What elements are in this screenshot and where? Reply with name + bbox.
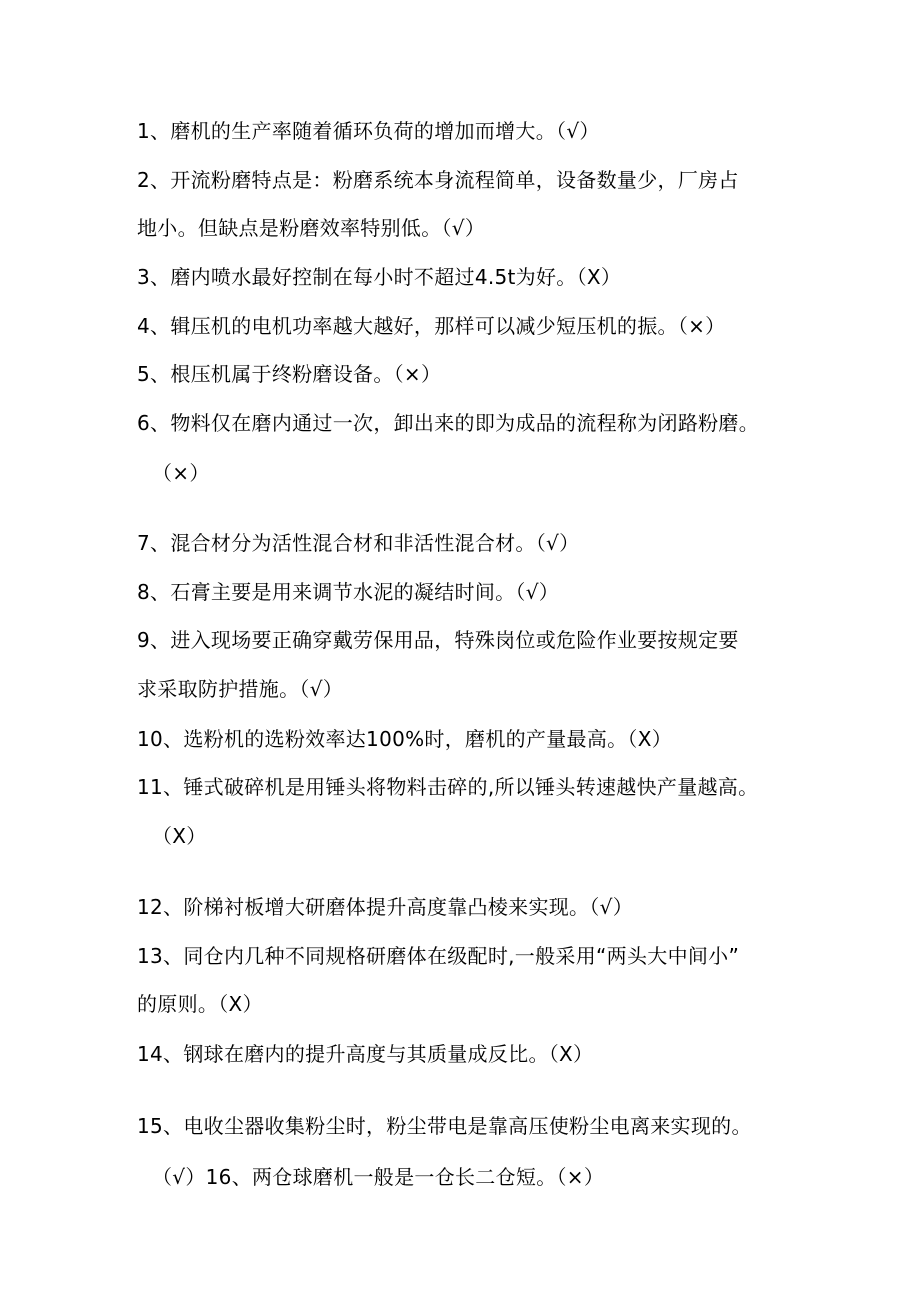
question-9: 9、进入现场要正确穿戴劳保用品，特殊岗位或危险作业要按规定要 <box>137 628 739 652</box>
question-5: 5、根压机属于终粉磨设备。（×） <box>137 362 442 386</box>
question-1: 1、磨机的生产率随着循环负荷的增加而增大。（√） <box>137 119 600 143</box>
question-13: 13、同仓内几种不同规格研磨体在级配时,一般采用“两头大中间小” <box>137 944 740 968</box>
question-2: 2、开流粉磨特点是：粉磨系统本身流程简单，设备数量少，厂房占 <box>137 168 739 192</box>
question-11: 11、锤式破碎机是用锤头将物料击碎的,所以锤头转速越快产量越高。 <box>137 775 759 799</box>
question-11-answer: （X） <box>152 824 207 848</box>
question-6-answer: （×） <box>152 461 210 485</box>
question-14: 14、钢球在磨内的提升高度与其质量成反比。（X） <box>137 1042 594 1066</box>
question-15-answer-and-16: （√）16、两仓球磨机一般是一仓长二仓短。（×） <box>152 1165 605 1189</box>
question-4: 4、辑压机的电机功率越大越好，那样可以减少短压机的振。（×） <box>137 314 726 338</box>
question-10: 10、选粉机的选粉效率达100%时，磨机的产量最高。（X） <box>137 727 673 751</box>
question-15: 15、电收尘器收集粉尘时，粉尘带电是靠高压使粉尘电离来实现的。 <box>137 1114 752 1138</box>
question-13-cont: 的原则。（X） <box>137 992 263 1016</box>
question-6: 6、物料仅在磨内通过一次，卸出来的即为成品的流程称为闭路粉磨。 <box>137 411 760 435</box>
question-9-cont: 求采取防护措施。（√） <box>137 677 344 701</box>
question-3: 3、磨内喷水最好控制在每小时不超过4.5t为好。（X） <box>137 265 622 289</box>
question-2-cont: 地小。但缺点是粉磨效率特别低。（√） <box>137 216 486 240</box>
question-7: 7、混合材分为活性混合材和非活性混合材。（√） <box>137 531 580 555</box>
question-12: 12、阶梯衬板增大研磨体提升高度靠凸棱来实现。（√） <box>137 895 633 919</box>
question-8: 8、石膏主要是用来调节水泥的凝结时间。（√） <box>137 580 560 604</box>
